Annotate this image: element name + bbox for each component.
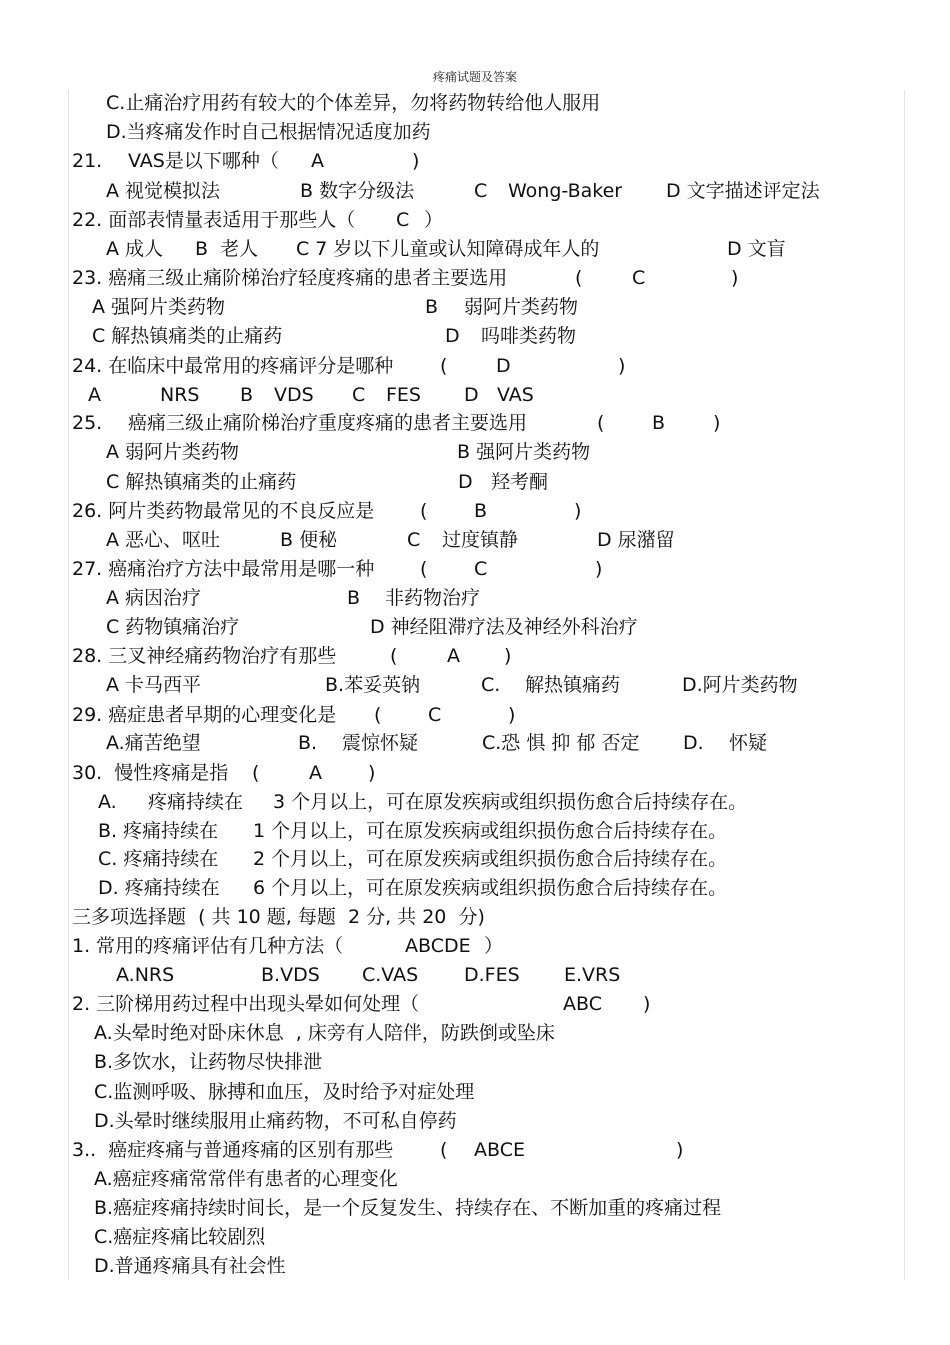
text-segment: D. 疼痛持续在: [98, 877, 220, 899]
text-segment: A 视觉模拟法: [106, 180, 221, 202]
text-segment: 21.: [72, 150, 103, 172]
text-segment: 6 个月以上，可在原发疾病或组织损伤愈合后持续存在。: [253, 877, 728, 899]
text-segment: (: [420, 500, 428, 522]
text-segment: C: [474, 558, 488, 580]
text-segment: FES: [386, 384, 421, 406]
text-line-m3d: [0, 1253, 950, 1279]
text-segment: ): [713, 412, 721, 434]
text-segment: A.癌症疼痛常常伴有患者的心理变化: [94, 1168, 398, 1190]
text-segment: 解热镇痛药: [525, 674, 621, 696]
text-segment: D 尿潴留: [597, 529, 675, 551]
text-segment: A.: [98, 791, 117, 813]
text-segment: C.止痛治疗用药有较大的个体差异，勿将药物转给他人服用: [106, 92, 601, 114]
text-line-25: [0, 410, 950, 436]
text-line-29: [0, 702, 950, 728]
text-segment: C.: [481, 674, 501, 696]
text-segment: (: [374, 704, 382, 726]
text-segment: B: [652, 412, 666, 434]
text-segment: B: [425, 296, 439, 318]
text-line-m3c: [0, 1224, 950, 1250]
text-line-26: [0, 498, 950, 524]
text-line-m2c: [0, 1079, 950, 1105]
text-segment: 27. 癌痛治疗方法中最常用是哪一种: [72, 558, 375, 580]
text-line-28: [0, 643, 950, 669]
text-segment: ): [731, 267, 739, 289]
text-segment: A 弱阿片类药物: [106, 441, 240, 463]
text-segment: D: [458, 471, 473, 493]
text-segment: C. 疼痛持续在: [98, 848, 219, 870]
text-segment: ): [368, 762, 376, 784]
text-line-24o: [0, 382, 950, 408]
text-segment: ): [676, 1139, 684, 1161]
text-line-m2a: [0, 1020, 950, 1046]
text-line-25o1: [0, 439, 950, 465]
text-segment: D.普通疼痛具有社会性: [94, 1255, 286, 1277]
text-segment: D.阿片类药物: [682, 674, 798, 696]
text-line-m3: [0, 1137, 950, 1163]
text-line-26o: [0, 527, 950, 553]
text-segment: C.癌症疼痛比较剧烈: [94, 1226, 266, 1248]
text-segment: 过度镇静: [442, 529, 519, 551]
text-line-30c: [0, 846, 950, 872]
text-segment: 28. 三叉神经痛药物治疗有那些: [72, 645, 337, 667]
text-line-m1: [0, 933, 950, 959]
text-line-23o1: [0, 294, 950, 320]
text-line-20c: [0, 90, 950, 116]
text-segment: ): [412, 150, 420, 172]
text-segment: C: [428, 704, 442, 726]
text-segment: C: [352, 384, 366, 406]
text-segment: ): [618, 355, 626, 377]
text-segment: ABCDE: [405, 935, 471, 957]
text-segment: A: [311, 150, 324, 172]
text-segment: 吗啡类药物: [481, 325, 577, 347]
text-line-21o: [0, 178, 950, 204]
text-segment: ): [508, 704, 516, 726]
text-segment: D: [464, 384, 479, 406]
text-segment: B: [474, 500, 488, 522]
text-segment: D.当疼痛发作时自己根据情况适度加药: [106, 121, 431, 143]
text-segment: A: [309, 762, 322, 784]
text-segment: 羟考酮: [491, 471, 549, 493]
text-line-20d: [0, 119, 950, 145]
text-segment: D.头晕时继续服用止痛药物，不可私自停药: [94, 1110, 457, 1132]
text-line-27o2: [0, 614, 950, 640]
text-segment: A 病因治疗: [106, 587, 202, 609]
text-segment: 24. 在临床中最常用的疼痛评分是哪种: [72, 355, 394, 377]
text-segment: (: [420, 558, 428, 580]
text-segment: D: [445, 325, 460, 347]
text-segment: 2 个月以上，可在原发疾病或组织损伤愈合后持续存在。: [253, 848, 728, 870]
text-segment: A 强阿片类药物: [92, 296, 226, 318]
text-segment: 癌痛三级止痛阶梯治疗重度疼痛的患者主要选用: [128, 412, 528, 434]
text-line-30: [0, 760, 950, 786]
text-line-21: [0, 148, 950, 174]
text-segment: A 成人: [106, 238, 164, 260]
text-segment: VAS: [497, 384, 534, 406]
text-segment: VDS: [274, 384, 314, 406]
text-segment: ): [643, 993, 651, 1015]
text-segment: D 文盲: [727, 238, 786, 260]
text-segment: C 药物镇痛治疗: [106, 616, 240, 638]
text-segment: 三多项选择题 ( 共 10 题, 每题 2 分, 共 20 分): [72, 906, 485, 928]
text-segment: (: [597, 412, 605, 434]
text-segment: (: [440, 1139, 448, 1161]
text-segment: 3.. 癌症疼痛与普通疼痛的区别有那些: [72, 1139, 394, 1161]
text-segment: ): [504, 645, 512, 667]
text-segment: 22. 面部表情量表适用于那些人（: [72, 209, 356, 231]
text-segment: ): [574, 500, 582, 522]
text-segment: D.: [683, 732, 704, 754]
text-segment: A: [88, 384, 101, 406]
text-segment: 23. 癌痛三级止痛阶梯治疗轻度疼痛的患者主要选用: [72, 267, 508, 289]
text-segment: ABCE: [474, 1139, 525, 1161]
text-segment: B.VDS: [261, 964, 320, 986]
text-segment: 1 个月以上，可在原发疾病或组织损伤愈合后持续存在。: [253, 820, 728, 842]
text-segment: E.VRS: [564, 964, 621, 986]
text-segment: A.NRS: [116, 964, 175, 986]
text-line-m2: [0, 991, 950, 1017]
text-segment: C: [632, 267, 646, 289]
text-segment: 弱阿片类药物: [464, 296, 579, 318]
text-segment: VAS是以下哪种（: [128, 150, 279, 172]
text-segment: 29. 癌症患者早期的心理变化是: [72, 704, 337, 726]
text-segment: D 神经阻滞疗法及神经外科治疗: [370, 616, 638, 638]
text-line-30d: [0, 875, 950, 901]
text-segment: A.痛苦绝望: [106, 732, 201, 754]
text-segment: A: [447, 645, 460, 667]
text-segment: B 便秘: [280, 529, 338, 551]
text-line-24: [0, 353, 950, 379]
text-segment: Wong-Baker: [508, 180, 623, 202]
text-segment: D.FES: [464, 964, 520, 986]
text-segment: 震惊怀疑: [342, 732, 419, 754]
text-line-m3b: [0, 1195, 950, 1221]
text-segment: NRS: [160, 384, 200, 406]
text-segment: A 卡马西平: [106, 674, 202, 696]
text-line-27: [0, 556, 950, 582]
text-segment: C.恐 惧 抑 郁 否定: [482, 732, 640, 754]
text-line-25o2: [0, 469, 950, 495]
text-segment: C.监测呼吸、脉搏和血压，及时给予对症处理: [94, 1081, 475, 1103]
text-segment: C: [474, 180, 488, 202]
text-segment: C: [407, 529, 421, 551]
text-segment: B.苯妥英钠: [325, 674, 421, 696]
text-segment: 非药物治疗: [385, 587, 481, 609]
text-segment: 30. 慢性疼痛是指: [72, 762, 229, 784]
text-segment: ）: [424, 209, 444, 231]
text-segment: A.头晕时绝对卧床休息 , 床旁有人陪伴，防跌倒或坠床: [94, 1022, 555, 1044]
text-segment: C: [396, 209, 410, 231]
text-line-28o: [0, 672, 950, 698]
text-line-29o: [0, 730, 950, 756]
text-segment: B 数字分级法: [300, 180, 415, 202]
text-segment: 3 个月以上，可在原发疾病或组织损伤愈合后持续存在。: [273, 791, 748, 813]
text-line-m2b: [0, 1049, 950, 1075]
text-segment: (: [252, 762, 260, 784]
text-segment: B 强阿片类药物: [457, 441, 591, 463]
text-segment: (: [440, 355, 448, 377]
text-segment: B: [240, 384, 254, 406]
text-line-30a: [0, 789, 950, 815]
text-line-30b: [0, 818, 950, 844]
text-segment: (: [575, 267, 583, 289]
text-segment: 2. 三阶梯用药过程中出现头晕如何处理（: [72, 993, 420, 1015]
text-segment: B.癌症疼痛持续时间长，是一个反复发生、持续存在、不断加重的疼痛过程: [94, 1197, 722, 1219]
text-segment: B: [347, 587, 361, 609]
page-header: 疼痛试题及答案: [432, 70, 517, 84]
text-segment: (: [390, 645, 398, 667]
text-segment: B.: [298, 732, 318, 754]
text-line-23o2: [0, 323, 950, 349]
text-segment: D 文字描述评定法: [666, 180, 820, 202]
text-line-27o1: [0, 585, 950, 611]
text-line-m1o: [0, 962, 950, 988]
text-segment: C.VAS: [362, 964, 419, 986]
text-line-22: [0, 207, 950, 233]
text-segment: C 解热镇痛类的止痛药: [92, 325, 283, 347]
text-segment: A 恶心、呕吐: [106, 529, 221, 551]
text-line-s3: [0, 904, 950, 930]
text-segment: 疼痛持续在: [148, 791, 244, 813]
text-line-m3a: [0, 1166, 950, 1192]
text-segment: ）: [484, 935, 504, 957]
text-segment: B.多饮水，让药物尽快排泄: [94, 1051, 323, 1073]
text-segment: 25.: [72, 412, 103, 434]
text-segment: ): [595, 558, 603, 580]
text-segment: ABC: [563, 993, 602, 1015]
text-segment: 26. 阿片类药物最常见的不良反应是: [72, 500, 375, 522]
text-segment: B 老人: [195, 238, 259, 260]
text-segment: D: [496, 355, 511, 377]
text-segment: 1. 常用的疼痛评估有几种方法（: [72, 935, 344, 957]
text-segment: C 7 岁以下儿童或认知障碍成年人的: [296, 238, 600, 260]
text-line-m2d: [0, 1108, 950, 1134]
text-line-22o: [0, 236, 950, 262]
text-line-23: [0, 265, 950, 291]
text-segment: C 解热镇痛类的止痛药: [106, 471, 297, 493]
text-segment: B. 疼痛持续在: [98, 820, 219, 842]
text-segment: 怀疑: [729, 732, 768, 754]
